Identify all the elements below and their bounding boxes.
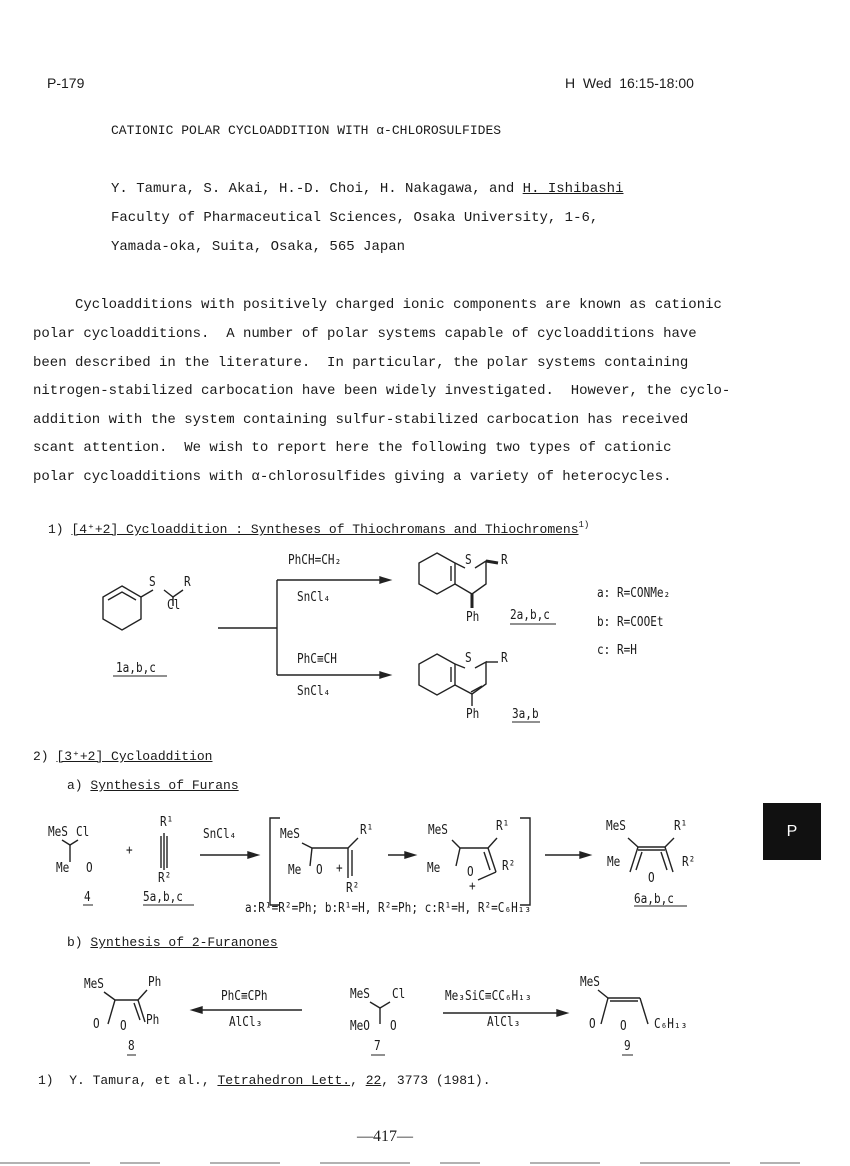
group-me: Me xyxy=(427,861,441,876)
atom-o: O xyxy=(93,1017,100,1032)
authors: Y. Tamura, S. Akai, H.-D. Choi, H. Nakagawa, and xyxy=(111,181,523,197)
tab-letter: P xyxy=(786,822,798,840)
atom-o: O xyxy=(648,871,655,886)
group-mes: MeS xyxy=(84,977,104,992)
catalyst: SnCl₄ xyxy=(297,590,331,605)
atom-r: R xyxy=(501,651,508,666)
group-meo: MeO xyxy=(350,1019,370,1034)
group-ph: Ph xyxy=(466,610,480,625)
body-line: polar cycloadditions. A number of polar systems capable of cycloadditions have xyxy=(33,326,697,342)
group-mes: MeS xyxy=(48,825,68,840)
substituent-r2: R² xyxy=(158,871,172,886)
atom-s: S xyxy=(465,651,472,666)
author-line xyxy=(111,181,624,197)
section-2-heading xyxy=(33,749,212,765)
substituent-r2: R² xyxy=(502,859,516,874)
section-1-heading xyxy=(48,517,589,538)
catalyst: AlCl₃ xyxy=(229,1015,263,1030)
atom-s: S xyxy=(465,553,472,568)
benzene-ring xyxy=(419,553,455,594)
compound-label-1: 1a,b,c xyxy=(116,661,156,676)
presenting-author: H. Ishibashi xyxy=(522,181,624,197)
group-hexyl: C₆H₁₃ xyxy=(654,1017,688,1032)
group-mes: MeS xyxy=(580,975,600,990)
body-line: scant attention. We wish to report here the following two types of cationic xyxy=(33,440,672,456)
subsection-title: Synthesis of 2-Furanones xyxy=(90,935,278,950)
paper-title: CATIONIC POLAR CYCLOADDITION WITH α-CHLOROSULFIDES xyxy=(111,123,502,138)
group-me: Me xyxy=(56,861,70,876)
subsection-b-heading xyxy=(67,935,278,951)
reagent-diphenylacetylene: PhC≡CPh xyxy=(221,989,268,1004)
atom-o: O xyxy=(390,1019,397,1034)
reference-marker: 1) xyxy=(578,520,590,530)
substituent-r2: R² xyxy=(346,881,360,896)
section-title: [3⁺+2] Cycloaddition xyxy=(56,749,213,764)
compound-label-5: 5a,b,c xyxy=(143,890,183,905)
footnote-number: 1) xyxy=(38,1073,54,1088)
group-ph: Ph xyxy=(146,1013,160,1028)
group-mes: MeS xyxy=(428,823,448,838)
plus-sign: + xyxy=(126,843,133,858)
compound-label-3: 3a,b xyxy=(512,707,539,722)
catalyst: AlCl₃ xyxy=(487,1015,521,1030)
charge-plus: + xyxy=(469,879,476,894)
atom-r: R xyxy=(184,575,191,590)
atom-o: O xyxy=(120,1019,127,1034)
separator: , xyxy=(350,1073,366,1088)
group-mes: MeS xyxy=(606,819,626,834)
subsection-number: b) xyxy=(67,935,91,950)
compound-label-6: 6a,b,c xyxy=(634,892,674,907)
compound-label-2: 2a,b,c xyxy=(510,608,550,623)
body-line: Cycloadditions with positively charged ionic components are known as cationic xyxy=(33,297,722,313)
group-ph: Ph xyxy=(148,975,162,990)
section-number: 1) xyxy=(48,522,64,537)
substituent-r2: R² xyxy=(682,855,696,870)
section-number: 2) xyxy=(33,749,49,764)
substituent-legend: a: R=CONMe₂ xyxy=(597,586,671,601)
substituent-legend: c: R=H xyxy=(597,643,637,658)
body-line: addition with the system containing sulfur-stabilized carbocation has received xyxy=(33,412,689,428)
catalyst: SnCl₄ xyxy=(203,827,237,842)
subsection-title: Synthesis of Furans xyxy=(90,778,239,793)
section-tab xyxy=(763,803,821,860)
atom-r: R xyxy=(501,553,508,568)
group-me: Me xyxy=(288,863,302,878)
pages-year: , 3773 (1981). xyxy=(381,1073,491,1088)
poster-id: P-179 xyxy=(47,75,85,91)
group-me: Me xyxy=(607,855,621,870)
compound-label-8: 8 xyxy=(128,1039,135,1054)
charge-plus: + xyxy=(336,861,343,876)
body-line: polar cycloadditions with α-chlorosulfides giving a variety of heterocycles. xyxy=(33,469,672,485)
footnote xyxy=(38,1073,491,1089)
affiliation-line: Faculty of Pharmaceutical Sciences, Osaka University, 1-6, xyxy=(111,210,599,226)
reagent-phenylacetylene: PhC≡CH xyxy=(297,652,337,667)
atom-o: O xyxy=(620,1019,627,1034)
reagent-styrene: PhCH=CH₂ xyxy=(288,553,342,568)
compound-label-7: 7 xyxy=(374,1039,381,1054)
catalyst: SnCl₄ xyxy=(297,684,331,699)
substituent-legend: b: R=COOEt xyxy=(597,615,664,630)
atom-cl: Cl xyxy=(167,598,181,613)
page-number: —417— xyxy=(357,1128,413,1145)
atom-o: O xyxy=(316,863,323,878)
group-ph: Ph xyxy=(466,707,480,722)
substituent-r1: R¹ xyxy=(360,823,374,838)
atom-o: O xyxy=(467,865,474,880)
journal-name: Tetrahedron Lett. xyxy=(217,1073,351,1088)
reagent-silylalkyne: Me₃SiC≡CC₆H₁₃ xyxy=(445,989,532,1004)
substituent-caption: a:R¹=R²=Ph; b:R¹=H, R²=Ph; c:R¹=H, R²=C₆H₁₃ xyxy=(245,901,532,916)
subsection-a-heading xyxy=(67,778,239,794)
group-mes: MeS xyxy=(280,827,300,842)
benzene-ring xyxy=(419,654,455,695)
substituent-r1: R¹ xyxy=(160,815,174,830)
body-line: been described in the literature. In particular, the polar systems containing xyxy=(33,355,689,371)
footnote-authors: Y. Tamura, et al., xyxy=(69,1073,218,1088)
substituent-r1: R¹ xyxy=(674,819,688,834)
substituent-r1: R¹ xyxy=(496,819,510,834)
group-mes: MeS xyxy=(350,987,370,1002)
atom-cl: Cl xyxy=(76,825,90,840)
session-time: H Wed 16:15-18:00 xyxy=(565,75,694,91)
volume: 22 xyxy=(365,1073,382,1088)
compound-label-9: 9 xyxy=(624,1039,631,1054)
compound-label-4: 4 xyxy=(84,890,91,905)
atom-o: O xyxy=(86,861,93,876)
atom-cl: Cl xyxy=(392,987,406,1002)
atom-o: O xyxy=(589,1017,596,1032)
atom-s: S xyxy=(149,575,156,590)
subsection-number: a) xyxy=(67,778,91,793)
body-line: nitrogen-stabilized carbocation have been widely investigated. However, the cyclo- xyxy=(33,383,731,399)
section-title: [4⁺+2] Cycloaddition : Syntheses of Thiochromans and Thiochromens xyxy=(71,522,579,537)
affiliation-line: Yamada-oka, Suita, Osaka, 565 Japan xyxy=(111,239,406,255)
